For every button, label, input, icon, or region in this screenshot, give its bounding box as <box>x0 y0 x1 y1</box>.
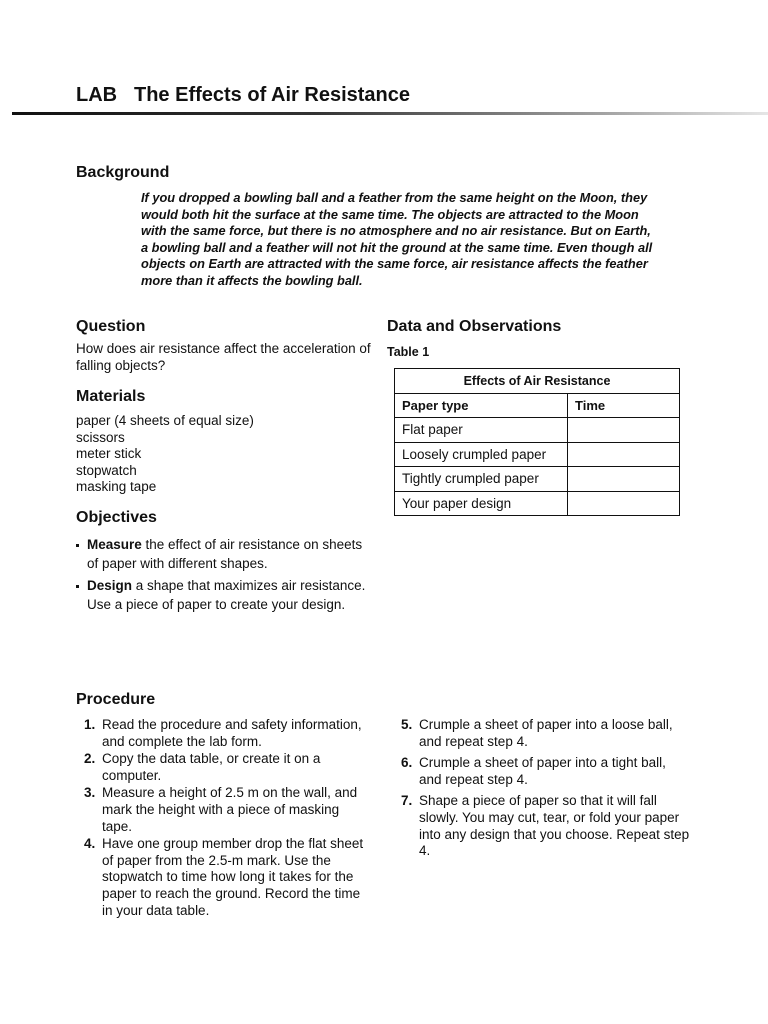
paper-type-cell: Tightly crumpled paper <box>395 467 568 492</box>
objective-item <box>76 577 376 614</box>
data-observations-heading: Data and Observations <box>387 318 562 335</box>
step-text: Crumple a sheet of paper into a tight ball, and repeat step 4. <box>419 755 666 787</box>
time-cell <box>568 418 680 443</box>
objective-item <box>76 536 376 573</box>
procedure-heading: Procedure <box>76 691 156 708</box>
objective-text: the effect of air resistance on sheets of paper with different shapes. <box>87 537 363 571</box>
objective-text: a shape that maximizes air resistance. Use a piece of paper to create your design. <box>87 578 366 612</box>
background-heading: Background <box>76 164 170 181</box>
time-cell <box>568 467 680 492</box>
objective-verb: Measure <box>87 537 142 552</box>
page-title: The Effects of Air Resistance <box>134 84 411 106</box>
material-item: paper (4 sheets of equal size) <box>76 413 254 428</box>
column-header-time: Time <box>568 393 680 418</box>
step-number: 1. <box>84 717 96 732</box>
objective-verb: Design <box>87 578 133 593</box>
table-row <box>395 467 680 492</box>
procedure-step <box>76 717 372 750</box>
procedure-step <box>393 793 691 859</box>
table-caption-row <box>395 369 680 394</box>
step-text: Copy the data table, or create it on a computer. <box>102 751 321 783</box>
material-item: stopwatch <box>76 462 137 478</box>
procedure-step <box>76 785 372 835</box>
step-text: Have one group member drop the flat sheet of paper from the 2.5-m mark. Use the stopwatch to time how long it takes for the paper to reach the ground. Record the time in your data table. <box>102 836 364 918</box>
procedure-step <box>393 755 691 788</box>
step-text: Measure a height of 2.5 m on the wall, and mark the height with a piece of masking tape. <box>102 785 358 834</box>
step-number: 7. <box>401 793 413 809</box>
material-item: masking tape <box>76 479 157 495</box>
step-number: 3. <box>84 785 96 801</box>
table-row <box>395 418 680 443</box>
background-text: If you dropped a bowling ball and a feather from the same height on the Moon, they would both hit the surface at the same time. The objects are attracted to the Moon with the same force, but there is no atmosphere and no air resistance. But on Earth, a bowling ball and a feather will not hit the ground at the same time. Even though all objects on Earth are attracted with the same force, air resistance affects the feather more than it affects the bowling ball. <box>141 190 653 288</box>
procedure-list-left <box>76 717 372 920</box>
procedure-step <box>76 751 372 784</box>
table-row <box>395 491 680 516</box>
procedure-list-right <box>393 717 691 861</box>
title-divider <box>12 112 768 115</box>
step-number: 2. <box>84 751 96 767</box>
paper-type-cell: Your paper design <box>395 491 568 516</box>
step-text: Read the procedure and safety information, and complete the lab form. <box>102 717 362 749</box>
step-number: 4. <box>84 836 96 852</box>
step-number: 6. <box>401 755 413 771</box>
time-cell <box>568 491 680 516</box>
table-label: Table 1 <box>387 345 430 359</box>
table-row <box>395 442 680 467</box>
data-table <box>394 368 680 516</box>
column-header-paper-type: Paper type <box>395 393 568 418</box>
objectives-list <box>76 536 376 618</box>
lab-label: LAB <box>76 84 118 106</box>
table-header-row <box>395 393 680 418</box>
step-text: Crumple a sheet of paper into a loose ball, and repeat step 4. <box>419 717 673 749</box>
procedure-step <box>76 836 372 919</box>
step-text: Shape a piece of paper so that it will fall slowly. You may cut, tear, or fold your paper into any design that you choose. Repeat step 4. <box>419 793 690 859</box>
materials-heading: Materials <box>76 388 146 405</box>
time-cell <box>568 442 680 467</box>
step-number: 5. <box>401 717 413 732</box>
paper-type-cell: Flat paper <box>395 418 568 443</box>
objectives-heading: Objectives <box>76 509 157 526</box>
table-caption: Effects of Air Resistance <box>395 369 680 394</box>
material-item: scissors <box>76 429 125 445</box>
paper-type-cell: Loosely crumpled paper <box>395 442 568 467</box>
question-text: How does air resistance affect the acceleration of falling objects? <box>76 341 371 373</box>
question-heading: Question <box>76 318 146 335</box>
materials-list <box>76 413 254 496</box>
procedure-step <box>393 717 691 750</box>
material-item: meter stick <box>76 446 142 462</box>
